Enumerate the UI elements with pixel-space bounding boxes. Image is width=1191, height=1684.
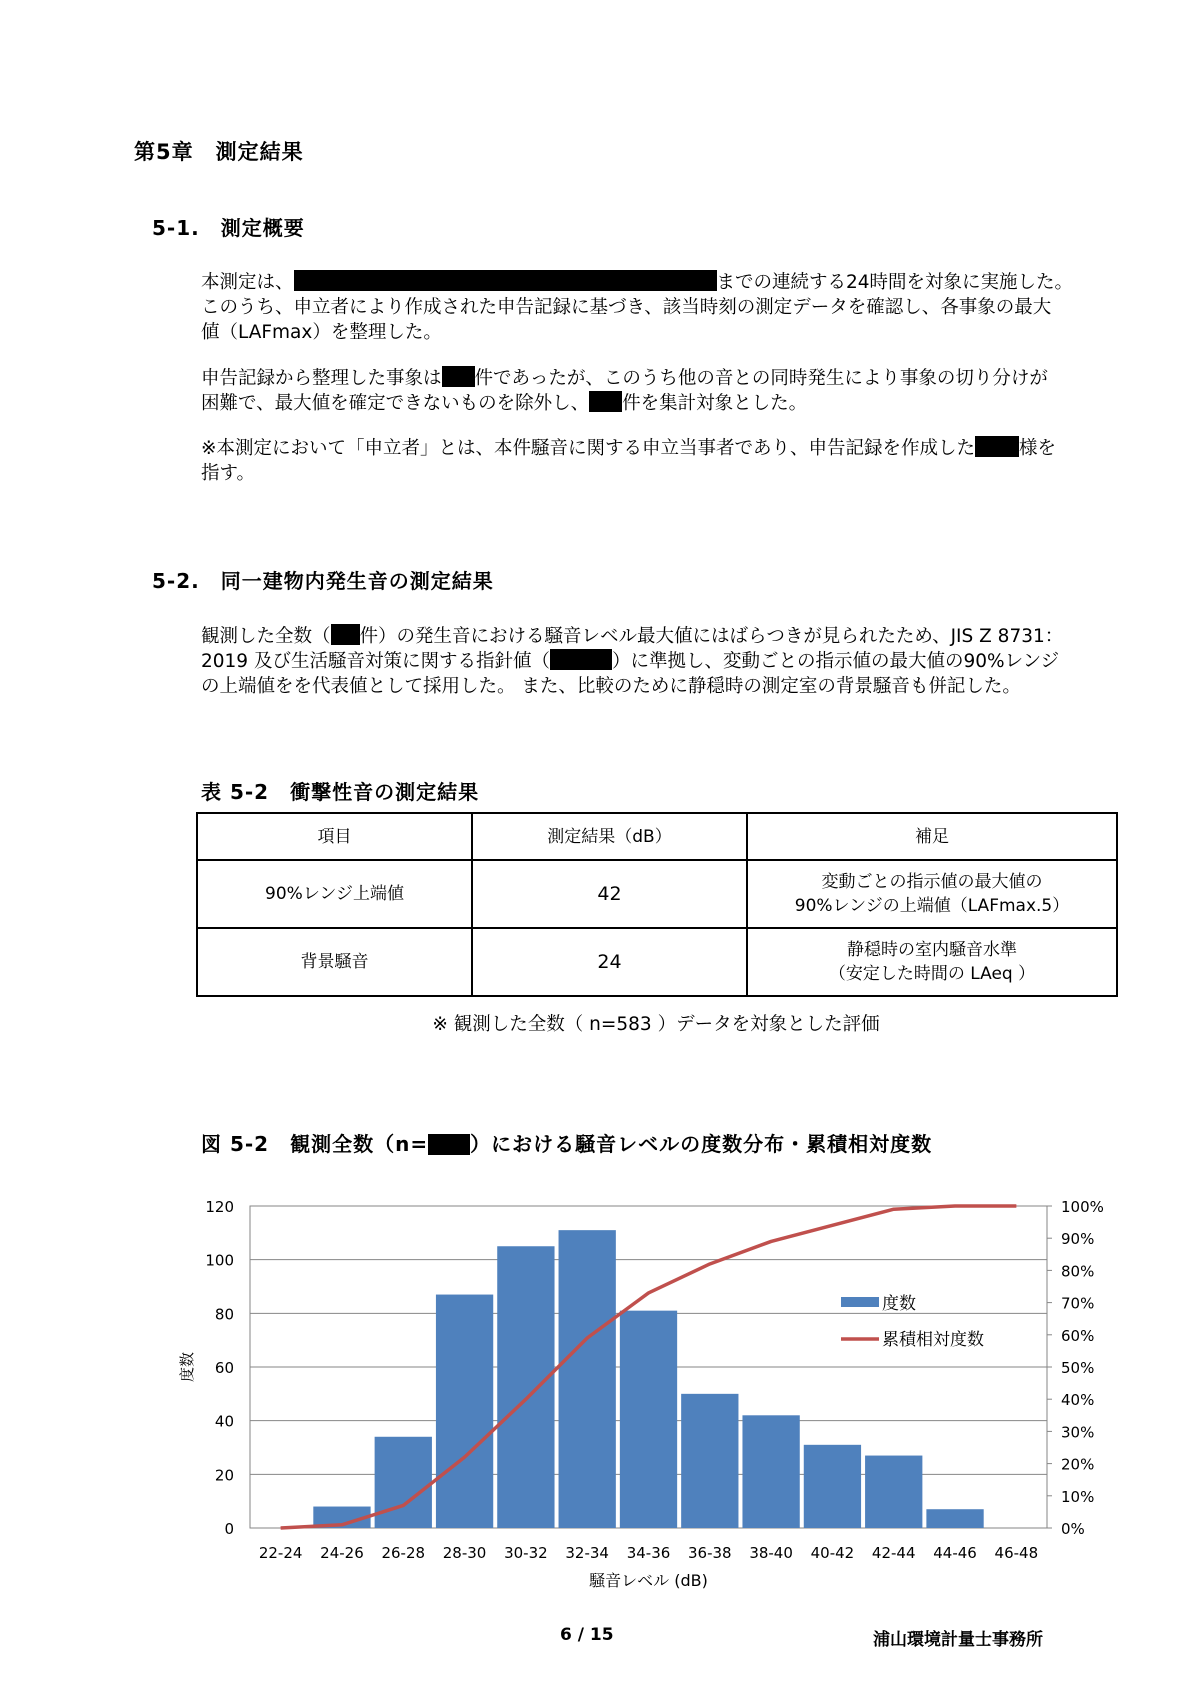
- cell-value: 42: [472, 860, 747, 928]
- x-tick-label: 32-34: [565, 1544, 609, 1562]
- x-tick-label: 24-26: [320, 1544, 364, 1562]
- footer-organization: 浦山環境計量士事務所: [873, 1630, 1043, 1650]
- legend-label-cumulative: 累積相対度数: [882, 1330, 984, 1350]
- y-tick-label: 0: [224, 1520, 234, 1538]
- bar-44-46: [926, 1509, 983, 1528]
- bar-30-32: [497, 1246, 554, 1528]
- cumulative-point: [955, 1206, 956, 1207]
- x-tick-label: 42-44: [871, 1544, 916, 1562]
- cumulative-point: [893, 1209, 894, 1210]
- y2-tick-label: 0%: [1061, 1520, 1085, 1538]
- cumulative-point: [709, 1263, 710, 1264]
- chapter-title: 第5章 測定結果: [134, 140, 304, 164]
- bar-40-42: [804, 1445, 861, 1528]
- chart-bars: [313, 1230, 983, 1528]
- y2-tick-label: 60%: [1061, 1326, 1095, 1345]
- x-tick-label: 44-46: [933, 1544, 977, 1562]
- cumulative-point: [832, 1225, 833, 1226]
- x-tick-label: 34-36: [626, 1544, 671, 1562]
- page-number: 6 / 15: [560, 1625, 614, 1645]
- redaction-block: [294, 270, 717, 291]
- section-5-1-paragraph-3: ※本測定において「申立者」とは、本件騒音に関する申立当事者であり、申告記録を作成した 様を 指す。: [201, 438, 1057, 484]
- y-axis-title: 度数: [178, 1351, 196, 1383]
- y2-tick-label: 10%: [1061, 1487, 1095, 1506]
- y2-tick-label: 20%: [1061, 1455, 1095, 1474]
- x-tick-label: 46-48: [994, 1544, 1039, 1562]
- y-tick-label: 20: [214, 1466, 234, 1485]
- frequency-distribution-chart: [0, 1190, 1191, 1600]
- x-tick-label: 26-28: [381, 1544, 426, 1562]
- y2-tick-label: 90%: [1061, 1230, 1095, 1249]
- header-note: 補足: [747, 813, 1117, 860]
- cumulative-point: [587, 1338, 588, 1339]
- legend-swatch-bar: [841, 1297, 879, 1307]
- legend-label-frequency: 度数: [882, 1294, 916, 1314]
- redaction-block: [550, 649, 612, 670]
- y-tick-label: 100: [205, 1251, 234, 1270]
- cell-item: 90%レンジ上端値: [197, 860, 472, 928]
- x-tick-label: 38-40: [749, 1544, 793, 1562]
- section-5-2-paragraph: 観測した全数（ 件）の発生音における騒音レベル最大値にはばらつきが見られたため、JIS Z 8731： 2019 及び生活騒音対策に関する指針値（ ）に準拠し、変動ごとの指示値の最大値の90%レンジ の上端値をを代表値として採用した。 また、比較のために静穏時の測定室の背景騒音も併記した。: [201, 626, 1064, 697]
- x-tick-label: 36-38: [688, 1544, 732, 1562]
- section-5-1-paragraph-1: 本測定は、 までの連続する24時間を対象に実施した。 このうち、申立者により作成された申告記録に基づき、該当時刻の測定データを確認し、各事象の最大 値（LAFmax）を整理した。: [201, 272, 1074, 343]
- redaction-block: [428, 1134, 470, 1155]
- bar-28-30: [436, 1295, 493, 1528]
- bar-32-34: [559, 1230, 616, 1528]
- cumulative-point: [525, 1399, 526, 1400]
- bar-38-40: [742, 1415, 799, 1528]
- section-5-1-heading: 5-1. 測定概要: [152, 216, 305, 240]
- cumulative-point: [403, 1505, 404, 1506]
- cumulative-point: [648, 1292, 649, 1293]
- chart-legend: [841, 1294, 984, 1350]
- y-tick-label: 80: [214, 1305, 234, 1324]
- x-tick-label: 22-24: [258, 1544, 303, 1562]
- y2-tick-label: 30%: [1061, 1423, 1095, 1442]
- x-tick-label: 40-42: [810, 1544, 855, 1562]
- bar-34-36: [620, 1311, 677, 1528]
- y2-tick-label: 80%: [1061, 1262, 1095, 1281]
- x-axis-title: 騒音レベル (dB): [589, 1571, 708, 1590]
- redaction-block: [442, 366, 475, 387]
- y2-tick-label: 40%: [1061, 1391, 1095, 1410]
- measurement-results-table: [196, 812, 1118, 997]
- y2-tick-label: 70%: [1061, 1294, 1095, 1313]
- table-caption: 表 5-2 衝撃性音の測定結果: [201, 780, 480, 804]
- cell-item: 背景騒音: [197, 928, 472, 996]
- cell-note: 変動ごとの指示値の最大値の 90%レンジの上端値（LAFmax.5）: [747, 860, 1117, 928]
- y-tick-label: 40: [214, 1412, 234, 1431]
- x-tick-label: 28-30: [442, 1544, 487, 1562]
- y-tick-label: 60: [214, 1359, 234, 1377]
- x-tick-label: 30-32: [504, 1544, 548, 1562]
- section-5-2-heading: 5-2. 同一建物内発生音の測定結果: [152, 569, 494, 593]
- cumulative-point: [280, 1528, 281, 1529]
- y-tick-label: 120: [205, 1198, 234, 1216]
- cumulative-point: [771, 1241, 772, 1242]
- bar-36-38: [681, 1394, 738, 1528]
- bar-42-44: [865, 1456, 922, 1528]
- y2-tick-label: 100%: [1061, 1198, 1104, 1216]
- cell-note: 静穏時の室内騒音水準 （安定した時間の LAeq ）: [747, 928, 1117, 996]
- header-result: 測定結果（dB）: [472, 813, 747, 860]
- table-row: [197, 860, 1117, 928]
- table-header-row: [197, 813, 1117, 860]
- cumulative-point: [341, 1524, 342, 1525]
- header-item: 項目: [197, 813, 472, 860]
- redaction-block: [975, 436, 1019, 457]
- redaction-block: [589, 391, 622, 412]
- cumulative-point: [1016, 1206, 1017, 1207]
- bar-26-28: [375, 1437, 432, 1528]
- table-footnote: ※ 観測した全数（ n=583 ）データを対象とした評価: [432, 1014, 880, 1035]
- cell-value: 24: [472, 928, 747, 996]
- section-5-1-paragraph-2: 申告記録から整理した事象は 件であったが、このうち他の音との同時発生により事象の切り分けが 困難で、最大値を確定できないものを除外し、 件を集計対象とした。: [201, 368, 1048, 414]
- cumulative-point: [464, 1457, 465, 1458]
- table-row: [197, 928, 1117, 996]
- figure-caption: 図 5-2 観測全数（n= ）における騒音レベルの度数分布・累積相対度数: [201, 1132, 933, 1156]
- redaction-block: [331, 624, 360, 645]
- y2-tick-label: 50%: [1061, 1359, 1095, 1377]
